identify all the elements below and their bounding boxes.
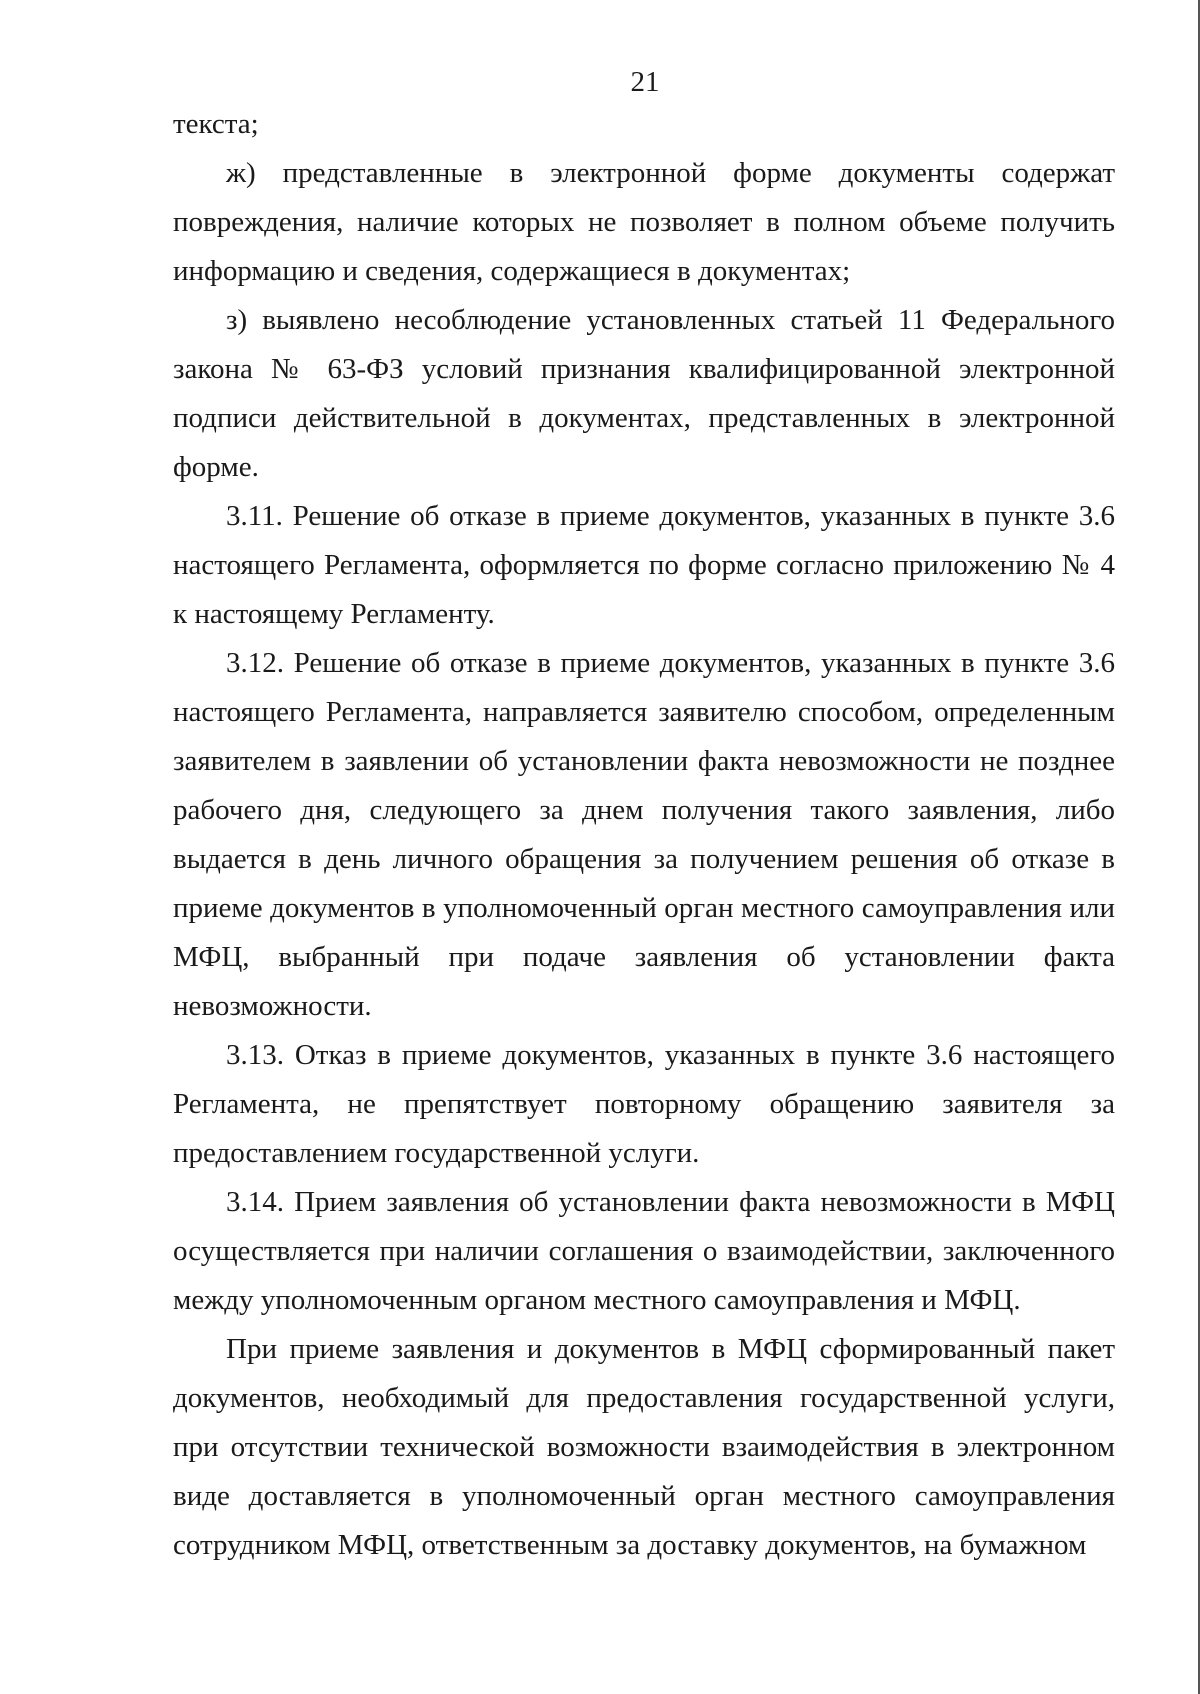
document-body [173,100,1115,1570]
paragraph-3-11: 3.11. Решение об отказе в приеме документов, указанных в пункте 3.6 настоящего Регламента, оформляется по форме согласно приложению № 4 к настоящему Регламенту. [173,500,1115,630]
paragraph-3-13: 3.13. Отказ в приеме документов, указанных в пункте 3.6 настоящего Регламента, не препятствует повторному обращению заявителя за предоставлением государственной услуги. [173,1039,1115,1169]
paragraph-3-12: 3.12. Решение об отказе в приеме документов, указанных в пункте 3.6 настоящего Регламента, направляется заявителю способом, определенным заявителем в заявлении об установлении факта невозможности не позднее рабочего дня, следующего за днем получения такого заявления, либо выдается в день личного обращения за получением решения об отказе в приеме документов в уполномоченный орган местного самоуправления или МФЦ, выбранный при подаче заявления об установлении факта невозможности. [173,647,1115,1022]
paragraph-3-14: 3.14. Прием заявления об установлении факта невозможности в МФЦ осуществляется при наличии соглашения о взаимодействии, заключенного между уполномоченным органом местного самоуправления и МФЦ. [173,1186,1115,1316]
page-number: 21 [630,66,660,98]
paragraph-text-continuation: текста; [173,108,259,140]
paragraph-item-zh: ж) представленные в электронной форме документы содержат повреждения, наличие которых не позволяет в полном объеме получить информацию и сведения, содержащиеся в документах; [173,157,1115,287]
paragraph-mfc-delivery: При приеме заявления и документов в МФЦ сформированный пакет документов, необходимый для предоставления государственной услуги, при отсутствии технической возможности взаимодействия в электронном виде доставляется в уполномоченный орган местного самоуправления сотрудником МФЦ, ответственным за доставку документов, на бумажном [173,1333,1115,1561]
paragraph-item-z: з) выявлено несоблюдение установленных статьей 11 Федерального закона № 63-ФЗ условий признания квалифицированной электронной подписи действительной в документах, представленных в электронной форме. [173,304,1115,483]
